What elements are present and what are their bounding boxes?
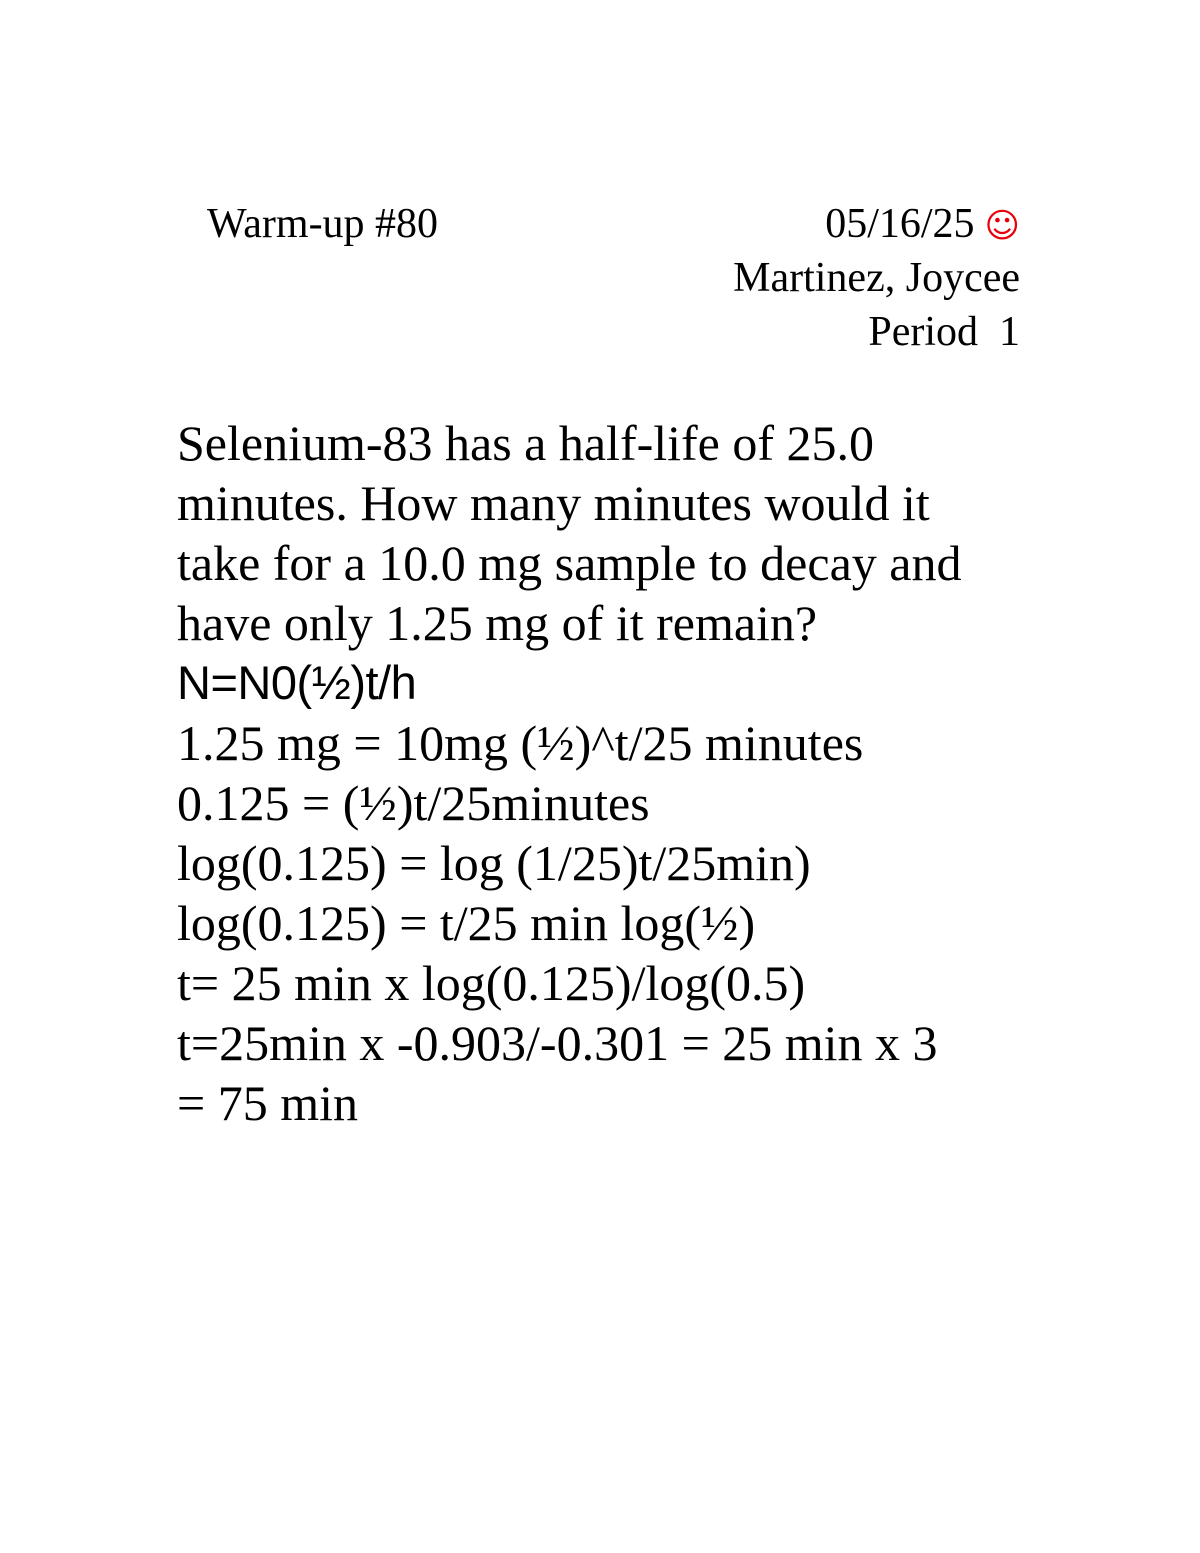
class-period: Period 1 [868,309,1020,355]
date-text: 05/16/25 [825,201,975,247]
solution-line: 0.125 = (½)t/25minutes [177,775,650,831]
solution-line: t= 25 min x log(0.125)/log(0.5) [177,955,806,1011]
solution-line: t=25min x -0.903/-0.301 = 25 min x 3 [177,1015,938,1071]
date-line [825,198,1020,252]
problem-line: take for a 10.0 mg sample to decay and [177,535,962,591]
formula-line: N=N0(½)t/h [177,656,417,709]
warmup-title: Warm-up #80 [207,201,439,247]
answer-line: = 75 min [177,1075,358,1131]
problem-line: have only 1.25 mg of it remain? [177,595,818,651]
solution-line: 1.25 mg = 10mg (½)^t/25 minutes [177,715,864,771]
problem-line: Selenium-83 has a half-life of 25.0 [177,415,875,471]
problem-line: minutes. How many minutes would it [177,475,930,531]
problem-and-solution [177,413,1037,1133]
solution-line: log(0.125) = t/25 min log(½) [177,895,756,951]
student-name: Martinez, Joycee [733,255,1020,301]
solution-line: log(0.125) = log (1/25)t/25min) [177,835,811,891]
smiley-icon: ☺ [984,206,1020,246]
